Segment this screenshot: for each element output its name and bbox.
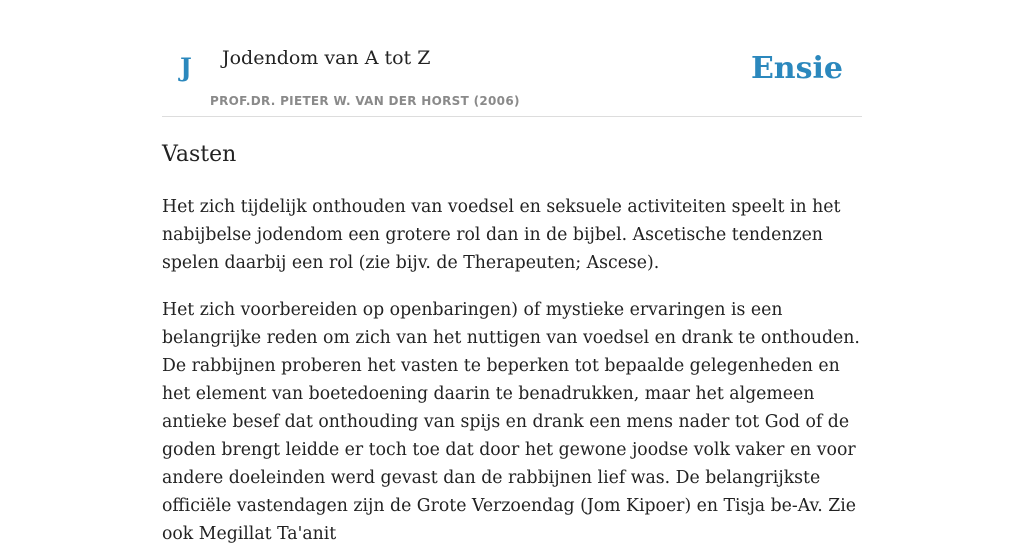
book-header [162, 0, 862, 117]
article-title: Vasten [162, 142, 237, 167]
article-paragraph-2: Het zich voorbereiden op openbaringen) of mystieke ervaringen is een belangrijke reden om zich van het nuttigen van voedsel en drank te onthouden. De rabbijnen proberen het vasten te beperken tot bepaalde gelegenheden en het element van boetedoening daarin te benadrukken, maar het algemeen antieke besef dat onthouding van spijs en drank een mens nader tot God of de goden brengt leidde er toch toe dat door het gewone joodse volk vaker en voor andere doeleinden werd gevast dan de rabbijnen lief was. De belangrijkste officiële vastendagen zijn de Grote Verzoendag (Jom Kipoer) en Tisja be-Av. Zie ook Megillat Ta'anit [162, 300, 860, 544]
article-paragraph-1: Het zich tijdelijk onthouden van voedsel en seksuele activiteiten speelt in het nabijbelse jodendom een grotere rol dan in de bijbel. Ascetische tendenzen spelen daarbij een rol (zie bijv. de Therapeuten; Ascese). [162, 197, 841, 273]
article [162, 140, 862, 548]
book-author: PROF.DR. PIETER W. VAN DER HORST (2006) [210, 94, 520, 108]
book-title-link[interactable]: Jodendom van A tot Z [222, 47, 431, 69]
ensie-logo-link[interactable]: Ensie [750, 51, 843, 86]
book-letter-icon: J [180, 53, 192, 82]
